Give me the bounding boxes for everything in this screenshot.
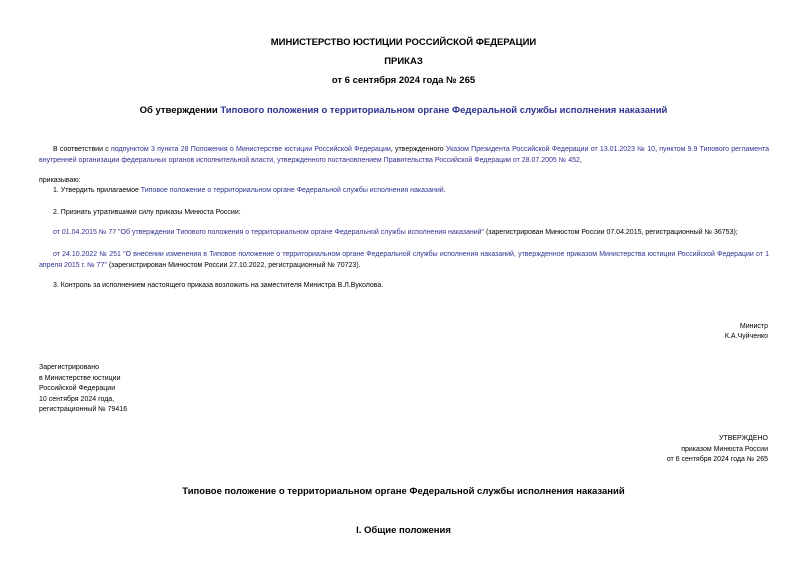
registration-line-5: регистрационный № 79416	[39, 406, 128, 413]
item-1	[53, 186, 446, 197]
item-2: 2. Признать утратившими силу приказы Минюста России:	[53, 209, 241, 216]
signature-position: Министр	[739, 323, 768, 330]
order-title	[0, 105, 807, 116]
repeal-1-link[interactable]: от 01.04.2015 № 77 "Об утверждении Типового положения о территориальном органе Федеральной службы исполнения наказаний"	[53, 229, 485, 236]
appendix-title: Типовое положение о территориальном органе Федеральной службы исполнения наказаний	[182, 486, 625, 497]
repeal-2	[39, 250, 769, 271]
title-link[interactable]: Типового положения о территориальном органе Федеральной службы исполнения наказаний	[220, 105, 668, 116]
approved-line-1: УТВЕРЖДЕНО	[718, 435, 768, 442]
item-1-prefix: 1. Утвердить прилагаемое	[53, 187, 141, 194]
repeal-1	[53, 228, 769, 239]
approved-line-3: от 6 сентября 2024 года № 265	[666, 456, 768, 463]
title-prefix: Об утверждении	[139, 105, 221, 116]
approved-line-2: приказом Минюста России	[681, 445, 768, 453]
approved-block	[667, 434, 768, 466]
registration-line-1: Зарегистрировано	[39, 364, 99, 371]
registration-block	[39, 363, 127, 416]
item-1-suffix: .	[443, 187, 446, 194]
repeal-2-suffix: (зарегистрирован Минюстом России 27.10.2022, регистрационный № 70723).	[106, 261, 361, 269]
item-1-link[interactable]: Типовое положение о территориальном органе Федеральной службы исполнения наказаний	[140, 187, 444, 194]
section-title: I. Общие положения	[356, 525, 451, 536]
repeal-1-suffix: (зарегистрирован Минюстом России 07.04.2015, регистрационный № 36753);	[484, 229, 738, 236]
preamble-text-4: ,	[579, 156, 582, 164]
preamble-text-1: В соответствии с	[53, 146, 111, 153]
preamble-text-2: , утвержденного	[390, 146, 446, 153]
preamble	[39, 145, 769, 166]
order-word: приказываю:	[39, 177, 81, 184]
item-3: 3. Контроль за исполнением настоящего приказа возложить на заместителя Министра В.Л.Вуколова.	[53, 282, 384, 289]
registration-line-4: 10 сентября 2024 года,	[39, 395, 115, 403]
doc-type: ПРИКАЗ	[384, 56, 423, 67]
ministry-heading: МИНИСТЕРСТВО ЮСТИЦИИ РОССИЙСКОЙ ФЕДЕРАЦИИ	[270, 37, 537, 48]
signature-name: К.А.Чуйченко	[724, 333, 768, 340]
registration-line-3: Российской Федерации	[39, 385, 116, 392]
preamble-link-1[interactable]: подпунктом 3 пункта 28 Положения о Министерстве юстиции Российской Федерации	[111, 146, 391, 153]
preamble-link-3[interactable]: пунктом 9.9 Типового регламента внутренней организации федеральных органов исполнительной власти, утвержденного постановлением Правительства Российской Федерации от 28.07.2005 № 452	[39, 146, 770, 164]
registration-line-2: в Министерстве юстиции	[39, 374, 121, 382]
order-date-number: от 6 сентября 2024 года № 265	[331, 75, 476, 86]
preamble-text-3: ,	[655, 146, 660, 153]
preamble-link-2[interactable]: Указом Президента Российской Федерации от 13.01.2023 № 10	[445, 146, 656, 153]
repeal-2-link[interactable]: от 24.10.2022 № 251 "О внесении изменения в Типовое положение о территориальном органе Федеральной службы исполнения наказаний, утвержденное приказом Министерства юстиции Российской Федерации от 1 апреля 2015 г. № 77"	[39, 251, 769, 269]
